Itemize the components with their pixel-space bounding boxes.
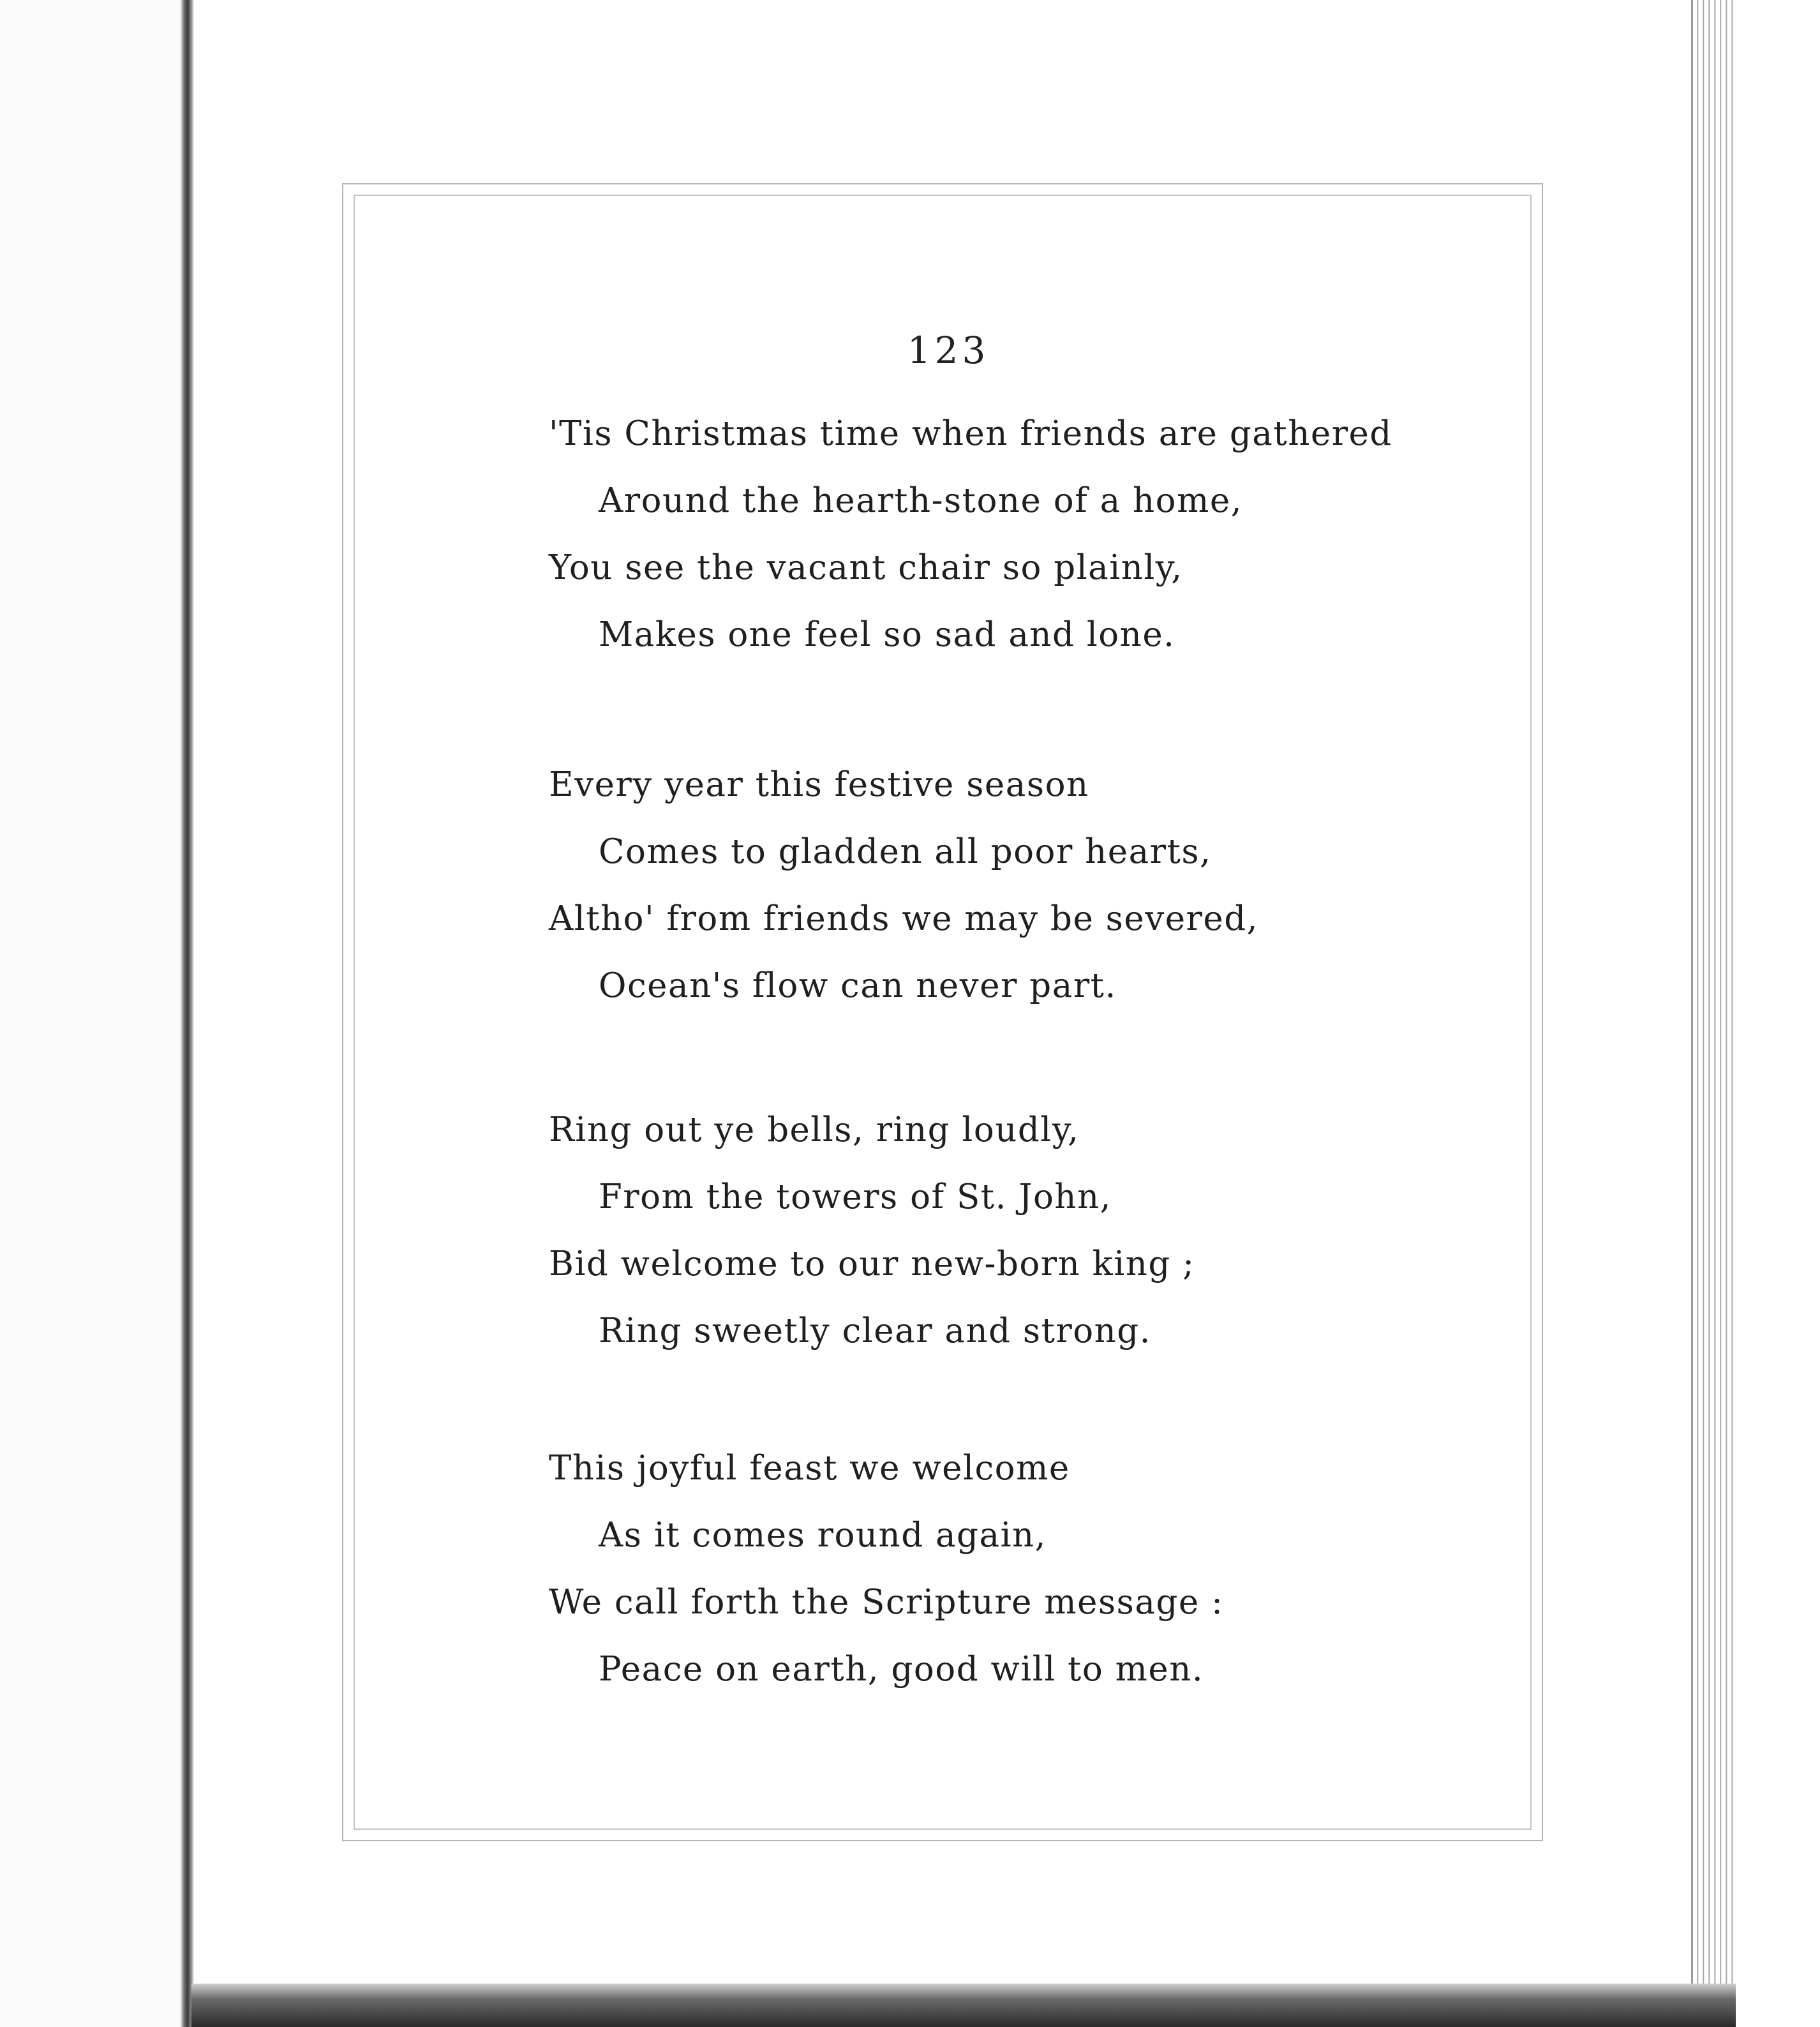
poem-line: This joyful feast we welcome xyxy=(549,1449,1070,1488)
poem-line: Comes to gladden all poor hearts, xyxy=(599,832,1212,871)
poem-line: Altho' from friends we may be severed, xyxy=(549,899,1259,938)
poem-stanza-3 xyxy=(549,1096,1195,1365)
left-page-margin xyxy=(0,0,191,2027)
page-bottom-shadow xyxy=(191,1984,1736,2027)
poem-line: You see the vacant chair so plainly, xyxy=(549,548,1183,587)
poem-line: Ring sweetly clear and strong. xyxy=(599,1312,1152,1350)
right-margin xyxy=(1737,0,1820,2027)
page-number: 123 xyxy=(907,329,990,372)
poem-line: Ring out ye bells, ring loudly, xyxy=(549,1111,1080,1149)
poem-line: Makes one feel so sad and lone. xyxy=(599,615,1175,654)
poem-stanza-1 xyxy=(549,400,1392,668)
poem-line: Peace on earth, good will to men. xyxy=(599,1650,1204,1689)
poem-line: Bid welcome to our new-born king ; xyxy=(549,1245,1195,1283)
poem-line: Ocean's flow can never part. xyxy=(599,966,1117,1005)
poem-line: Around the hearth-stone of a home, xyxy=(599,481,1243,520)
poem-line: Every year this festive season xyxy=(549,765,1089,804)
poem-line: We call forth the Scripture message : xyxy=(549,1583,1224,1622)
poem-stanza-4 xyxy=(549,1435,1223,1703)
poem-stanza-2 xyxy=(549,751,1258,1019)
poem-line: 'Tis Christmas time when friends are gathered xyxy=(549,414,1392,453)
poem-line: As it comes round again, xyxy=(599,1516,1047,1555)
book-spine xyxy=(180,0,194,2027)
page-edges xyxy=(1691,0,1739,1991)
poem-line: From the towers of St. John, xyxy=(599,1178,1112,1216)
